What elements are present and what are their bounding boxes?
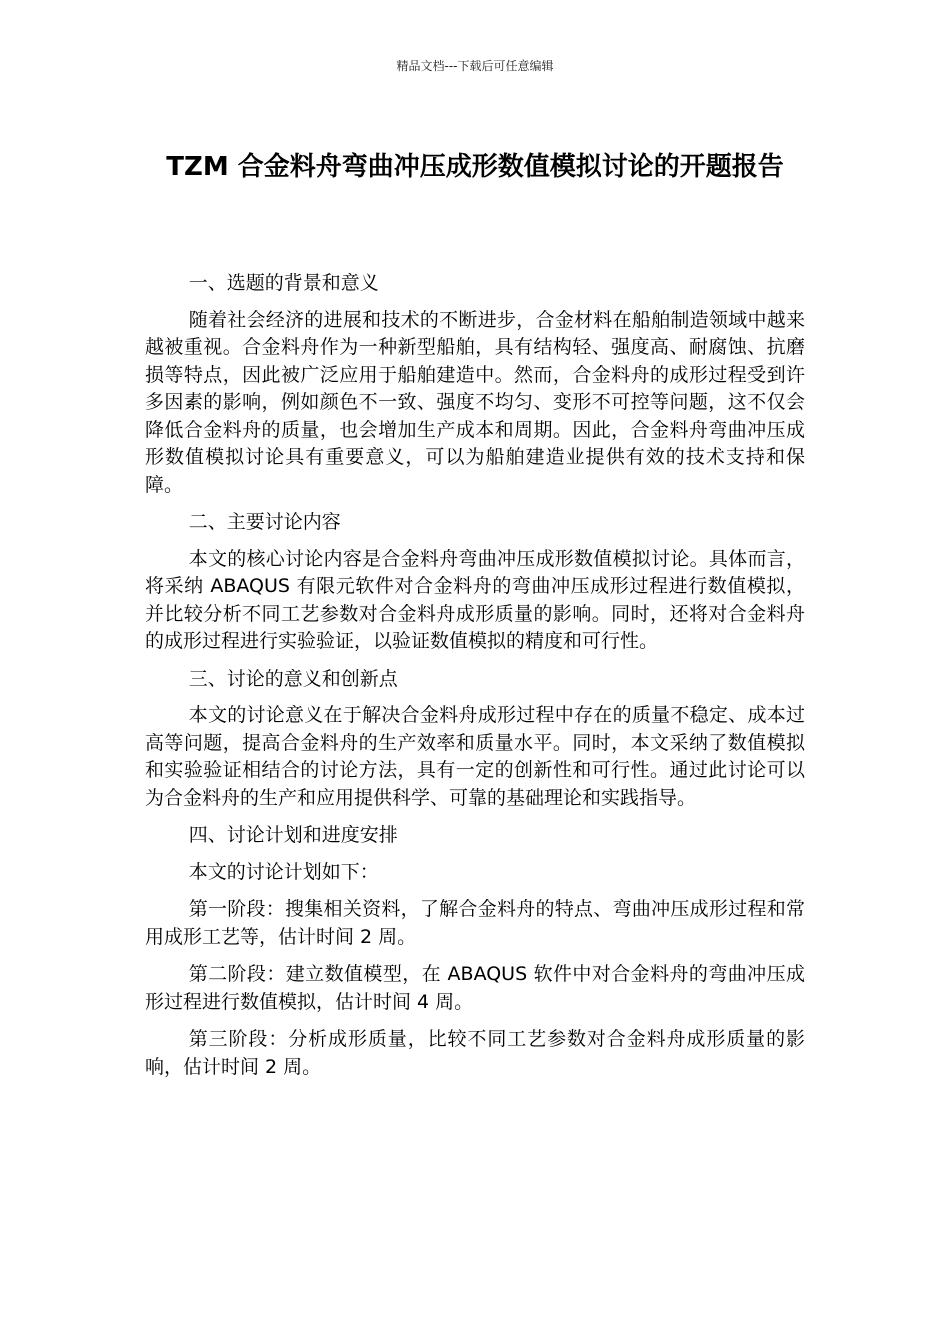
paragraph-significance: 本文的讨论意义在于解决合金料舟成形过程中存在的质量不稳定、成本过高等问题，提高合金料舟的生产效率和质量水平。同时，本文采纳了数值模拟和实验验证相结合的讨论方法，具有一定的创新性和可行性。通过此讨论可以为合金料舟的生产和应用提供科学、可靠的基础理论和实践指导。 (145, 704, 805, 809)
paragraph-main-content: 本文的核心讨论内容是合金料舟弯曲冲压成形数值模拟讨论。具体而言，将采纳 ABAQUS 有限元软件对合金料舟的弯曲冲压成形过程进行数值模拟，并比较分析不同工艺参数对合金料舟成形质量的影响。同时，还将对合金料舟的成形过程进行实验验证，以验证数值模拟的精度和可行性。 (145, 547, 805, 652)
document-title: TZM 合金料舟弯曲冲压成形数值模拟讨论的开题报告 (166, 152, 784, 182)
paragraph-stage-2: 第二阶段：建立数值模型，在 ABAQUS 软件中对合金料舟的弯曲冲压成形过程进行数值模拟，估计时间 4 周。 (145, 963, 805, 1013)
paragraph-stage-3: 第三阶段：分析成形质量，比较不同工艺参数对合金料舟成形质量的影响，估计时间 2 周。 (145, 1028, 805, 1078)
paragraph-schedule-intro: 本文的讨论计划如下： (188, 860, 379, 883)
section-heading-main-content: 二、主要讨论内容 (188, 511, 341, 533)
paragraph-stage-1: 第一阶段：搜集相关资料，了解合金料舟的特点、弯曲冲压成形过程和常用成形工艺等，估计时间 2 周。 (145, 898, 805, 948)
section-heading-schedule: 四、讨论计划和进度安排 (188, 824, 398, 846)
paragraph-background: 随着社会经济的进展和技术的不断进步，合金材料在船舶制造领域中越来越被重视。合金料舟作为一种新型船舶，具有结构轻、强度高、耐腐蚀、抗磨损等特点，因此被广泛应用于船舶建造中。然而，合金料舟的成形过程受到许多因素的影响，例如颜色不一致、强度不均匀、变形不可控等问题，这不仅会降低合金料舟的质量，也会增加生产成本和周期。因此，合金料舟弯曲冲压成形数值模拟讨论具有重要意义，可以为船舶建造业提供有效的技术支持和保障。 (145, 308, 805, 496)
section-heading-background: 一、选题的背景和意义 (188, 272, 379, 294)
page-header: 精品文档---下载后可任意编辑 (396, 59, 554, 73)
section-heading-significance: 三、讨论的意义和创新点 (188, 667, 398, 690)
document-body (145, 270, 805, 1091)
